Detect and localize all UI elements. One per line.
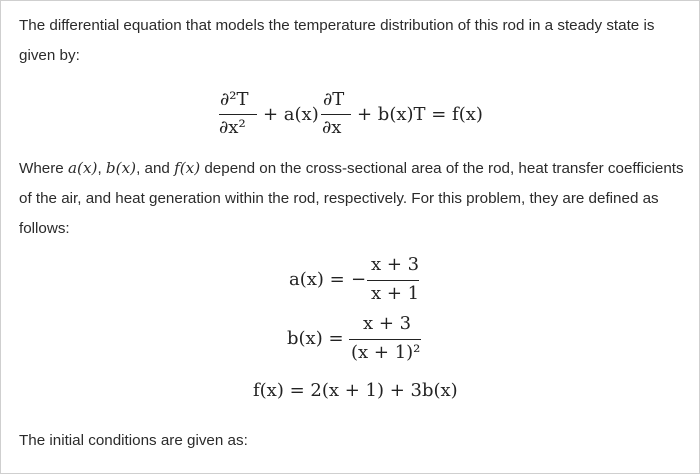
definitions-paragraph: Where a(x), b(x), and f(x) depend on the cross-sectional area of the rod, heat transfer coefficients of the air, and heat generation within the rod, respectively. For this problem, they are defined as follows:	[19, 159, 684, 237]
b-numerator: x + 3	[363, 313, 412, 334]
a-term: + a(x)	[263, 104, 319, 125]
dx-denominator: ∂x	[322, 117, 342, 138]
dx2-denominator: ∂x²	[219, 117, 246, 138]
minus-sign: −	[351, 269, 367, 290]
intro-paragraph: The differential equation that models the temperature distribution of this rod in a steady state is given by:	[19, 17, 655, 64]
b-symbol: b(x)	[105, 159, 137, 177]
fraction-bar	[367, 280, 419, 281]
f-symbol: f(x)	[174, 159, 201, 177]
b-lhs: b(x) =	[287, 328, 344, 349]
a-lhs: a(x) =	[289, 269, 345, 290]
b-denominator: (x + 1)²	[351, 342, 421, 363]
b-term-and-rhs: + b(x)T = f(x)	[357, 104, 483, 125]
fraction-bar	[219, 114, 257, 115]
a-numerator: x + 3	[371, 254, 420, 275]
fraction-bar	[321, 114, 351, 115]
a-symbol: a(x)	[67, 159, 98, 177]
a-denominator: x + 1	[371, 283, 420, 304]
fraction-bar	[349, 339, 421, 340]
d2T-numerator: ∂²T	[220, 89, 249, 110]
dT-numerator: ∂T	[323, 89, 345, 110]
initial-conditions-paragraph: The initial conditions are given as:	[19, 432, 248, 449]
f-equation: f(x) = 2(x + 1) + 3b(x)	[253, 380, 458, 401]
